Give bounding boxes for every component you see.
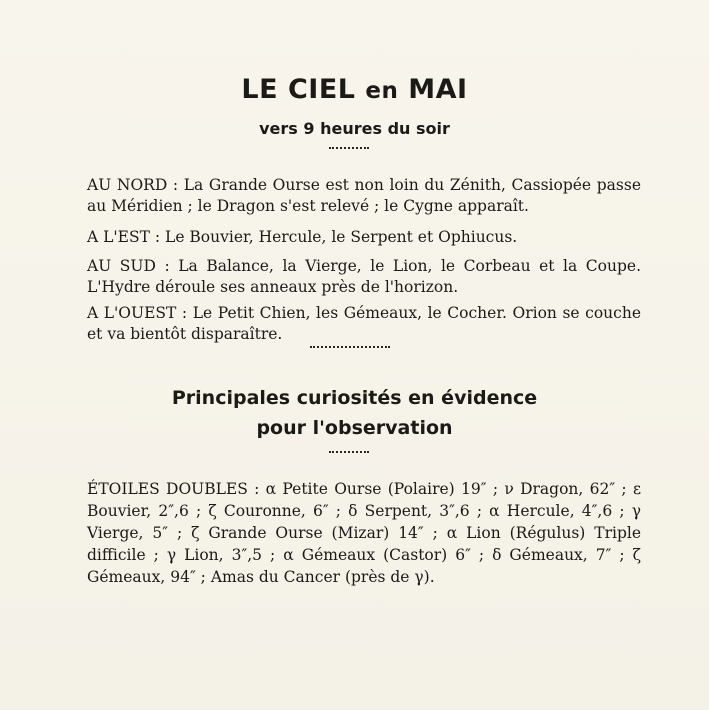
paragraph-south [55, 256, 641, 298]
double-stars-paragraph [55, 478, 641, 588]
divider-dots-1 [329, 147, 369, 149]
divider-dots-2 [310, 346, 390, 348]
title-part-2: en [365, 78, 399, 104]
double-stars-text: ÉTOILES DOUBLES : α Petite Ourse (Polaire) 19″ ; ν Dragon, 62″ ; ε Bouvier, 2″,6 ; ζ Couronne, 6″ ; δ Serpent, 3″,6 ; α Hercule, 4″,6 ; γ Vierge, 5″ ; ζ Grande Ourse (Mizar) 14″ ; α Lion (Régulus) Triple difficile ; γ Lion, 3″,5 ; α Gémeaux (Castor) 6″ ; δ Gémeaux, 7″ ; ζ Gémeaux, 94″ ; Amas du Cancer (près de γ). [87, 480, 641, 586]
paragraph-east [55, 227, 641, 248]
title-part-1: LE CIEL [241, 74, 366, 105]
title-part-3: MAI [398, 74, 468, 105]
paragraph-south-text: AU SUD : La Balance, la Vierge, le Lion, le Corbeau et la Coupe. L'Hydre déroule ses anneaux près de l'horizon. [87, 257, 641, 296]
divider-dots-3 [329, 451, 369, 453]
paragraph-north [55, 175, 641, 217]
page-subtitle: vers 9 heures du soir [259, 119, 450, 138]
section-title-line-1: Principales curiosités en évidence [171, 387, 538, 409]
paragraph-north-text: AU NORD : La Grande Ourse est non loin du Zénith, Cassiopée passe au Méridien ; le Dragon s'est relevé ; le Cygne apparaît. [87, 176, 641, 215]
section-title-line-2: pour l'observation [256, 417, 453, 439]
paragraph-east-text: A L'EST : Le Bouvier, Hercule, le Serpent et Ophiucus. [87, 228, 518, 246]
paragraph-west-text: A L'OUEST : Le Petit Chien, les Gémeaux, le Cocher. Orion se couche et va bientôt disparaître. [87, 304, 641, 343]
page-title [0, 73, 709, 108]
paragraph-west [55, 303, 641, 345]
